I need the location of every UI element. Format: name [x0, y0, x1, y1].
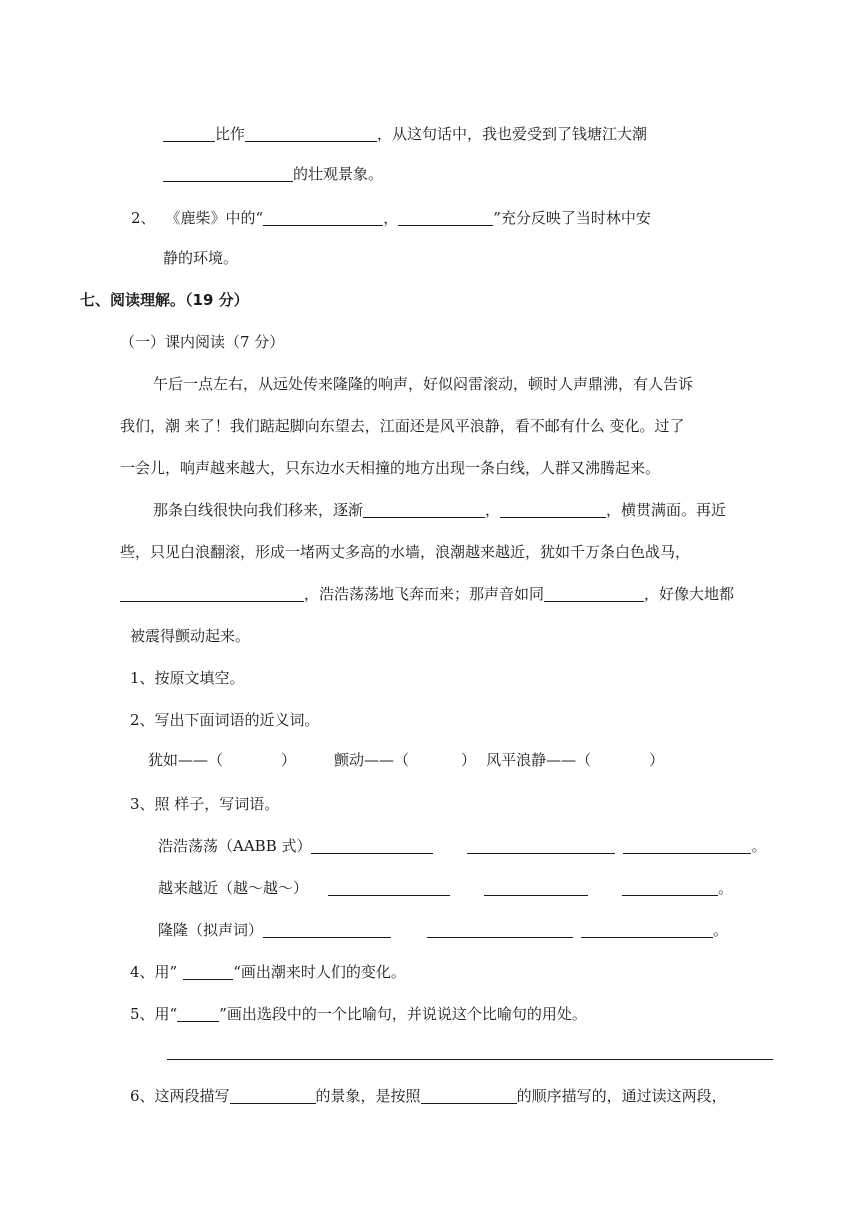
question-4: [130, 962, 406, 982]
question-5: [130, 1004, 587, 1024]
blank[interactable]: [421, 1087, 517, 1104]
question-2: 2、写出下面词语的近义词。: [130, 711, 320, 729]
blank[interactable]: [120, 585, 304, 602]
blank[interactable]: [427, 921, 573, 938]
period: 。: [718, 879, 734, 897]
passage-line: 我们，潮 来了！我们踮起脚向东望去，江面还是风平浪静，看不邮有什么 变化。过了: [120, 417, 685, 435]
text: ，: [383, 209, 399, 227]
blank[interactable]: [398, 209, 493, 226]
subsection-heading: （一）课内阅读（7 分）: [120, 333, 285, 351]
question-2-luzhai: [131, 208, 651, 228]
blank[interactable]: [163, 165, 293, 182]
fill-line-1: [163, 124, 647, 144]
blank[interactable]: [245, 125, 377, 142]
question-2-cont: 静的环境。: [163, 249, 239, 267]
text: ，从这句话中，我也爱受到了钱塘江大潮: [377, 125, 648, 143]
blank[interactable]: [177, 1005, 219, 1022]
text: ，好像大地都: [644, 585, 735, 603]
synonym-item-2: 颤动——（: [334, 751, 410, 769]
example-row-2: [158, 878, 733, 898]
text: 的景象，是按照: [315, 1087, 421, 1105]
text: 5、用“: [130, 1005, 178, 1023]
text: 的顺序描写的，通过读这两段，: [516, 1087, 727, 1105]
text: 6、这两段描写: [130, 1087, 230, 1105]
period: 。: [751, 837, 767, 855]
text: ，横贯满面。再近: [606, 501, 727, 519]
text: 《鹿柴》中的“: [165, 209, 264, 227]
text: 4、用”: [130, 963, 178, 981]
text: ”画出选段中的一个比喻句，并说说这个比喻句的用处。: [219, 1005, 587, 1023]
paren-close: ）: [461, 751, 477, 769]
synonym-item-1: 犹如——（: [148, 751, 224, 769]
question-number: 2、: [131, 209, 156, 227]
blank[interactable]: [581, 921, 713, 938]
blank[interactable]: [484, 879, 588, 896]
text: ，: [485, 501, 501, 519]
example-label: 隆隆（拟声词）: [158, 921, 264, 939]
blank[interactable]: [623, 837, 751, 854]
text: “画出潮来时人们的变化。: [233, 963, 406, 981]
example-row-3: [158, 920, 728, 940]
fill-line-2: [163, 164, 383, 184]
section-heading: 七、阅读理解。（19 分）: [80, 291, 249, 309]
question-6: [130, 1086, 727, 1106]
text: 那条白线很快向我们移来，逐渐: [153, 501, 364, 519]
blank[interactable]: [230, 1087, 316, 1104]
blank[interactable]: [467, 837, 615, 854]
paren-close: ）: [649, 751, 665, 769]
paren-close: ）: [281, 751, 297, 769]
example-label: 浩浩荡荡（AABB 式）: [158, 837, 312, 855]
question-1: 1、按原文填空。: [130, 669, 245, 687]
synonym-row: [148, 750, 664, 770]
text: 的壮观景象。: [293, 165, 384, 183]
text: ”充分反映了当时林中安: [493, 209, 651, 227]
blank[interactable]: [328, 879, 450, 896]
passage-line: [153, 500, 726, 520]
answer-line[interactable]: [167, 1059, 773, 1060]
blank[interactable]: [183, 963, 233, 980]
passage-line: 一会儿，响声越来越大，只东边水天相撞的地方出现一条白线，人群又沸腾起来。: [120, 459, 661, 477]
synonym-item-3: 风平浪静——（: [486, 751, 592, 769]
passage-line: 午后一点左右，从远处传来隆隆的响声，好似闷雷滚动，顿时人声鼎沸，有人告诉: [153, 375, 694, 393]
blank[interactable]: [263, 209, 383, 226]
blank[interactable]: [500, 501, 606, 518]
question-3: 3、照 样子，写词语。: [130, 795, 280, 813]
example-label: 越来越近（越～越～）: [158, 879, 309, 897]
blank[interactable]: [544, 585, 644, 602]
passage-line: [120, 584, 734, 604]
text: 比作: [215, 125, 246, 143]
blank[interactable]: [622, 879, 718, 896]
text: ，浩浩荡荡地飞奔而来；那声音如同: [304, 585, 545, 603]
example-row-1: [158, 836, 767, 856]
blank[interactable]: [163, 125, 215, 142]
blank[interactable]: [311, 837, 433, 854]
passage-line: 些，只见白浪翻滚，形成一堵两丈多高的水墙，浪潮越来越近，犹如千万条白色战马，: [120, 543, 691, 561]
period: 。: [713, 921, 729, 939]
blank[interactable]: [363, 501, 485, 518]
blank[interactable]: [263, 921, 391, 938]
passage-line: 被震得颤动起来。: [130, 627, 251, 645]
